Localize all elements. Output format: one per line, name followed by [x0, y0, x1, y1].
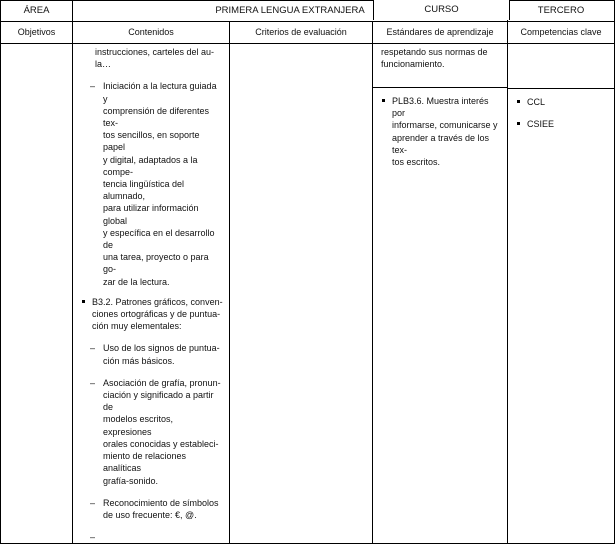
- estandares-cell: [373, 44, 508, 544]
- estandares-continued: respetando sus normas de funcionamiento.: [381, 47, 488, 70]
- objetivos-cell: [1, 44, 73, 544]
- criterios-cell: [230, 44, 373, 544]
- area-header: ÁREA: [1, 1, 73, 22]
- competencias-cell: [508, 44, 615, 544]
- contenidos-item-lectura: – Iniciación a la lectura guiada y comprensión de diferentes tex- tos sencillos, en soporte papel y digital, adaptados a la compe- tencia lingüística del alumnado, para utilizar información global y específica en el desarrollo de una tarea, proyecto o para go- zar de la lectura.: [88, 80, 223, 287]
- col-criterios: Criterios de evaluación: [230, 22, 373, 44]
- level-header: TERCERO: [508, 1, 615, 22]
- curso-header-label: CURSO: [373, 0, 510, 20]
- contenidos-item-empty: [88, 531, 223, 543]
- contenidos-cell: [73, 44, 230, 544]
- col-contenidos: Contenidos: [73, 22, 230, 44]
- col-estandares: Estándares de aprendizaje: [373, 22, 508, 44]
- col-objetivos: Objetivos: [1, 22, 73, 44]
- col-competencias: Competencias clave: [508, 22, 615, 44]
- contenidos-block-b32: B3.2. Patrones gráficos, conven- ciones ortográficas y de puntua- ción muy elementales:: [81, 296, 223, 333]
- competencia-ccl: CCL: [516, 96, 608, 108]
- contenidos-item-grafia: – Asociación de grafía, pronun- ciación y significado a partir de modelos escritos, expresiones orales conocidas y estableci- miento de relaciones analíticas grafía-sonido.: [88, 377, 223, 487]
- contenidos-item-signos: – Uso de los signos de puntua- ción más básicos.: [88, 342, 223, 366]
- estandar-plb36: PLB3.6. Muestra interés por informarse, comunicarse y aprender a través de los tex- tos escritos.: [381, 95, 501, 168]
- contenidos-continued: instrucciones, carteles del au- la…: [95, 47, 215, 70]
- subject-header: PRIMERA LENGUA EXTRANJERA: [73, 1, 508, 22]
- competencia-csiee: CSIEE: [516, 118, 608, 130]
- contenidos-item-simbolos: – Reconocimiento de símbolos de uso frecuente: €, @.: [88, 497, 223, 521]
